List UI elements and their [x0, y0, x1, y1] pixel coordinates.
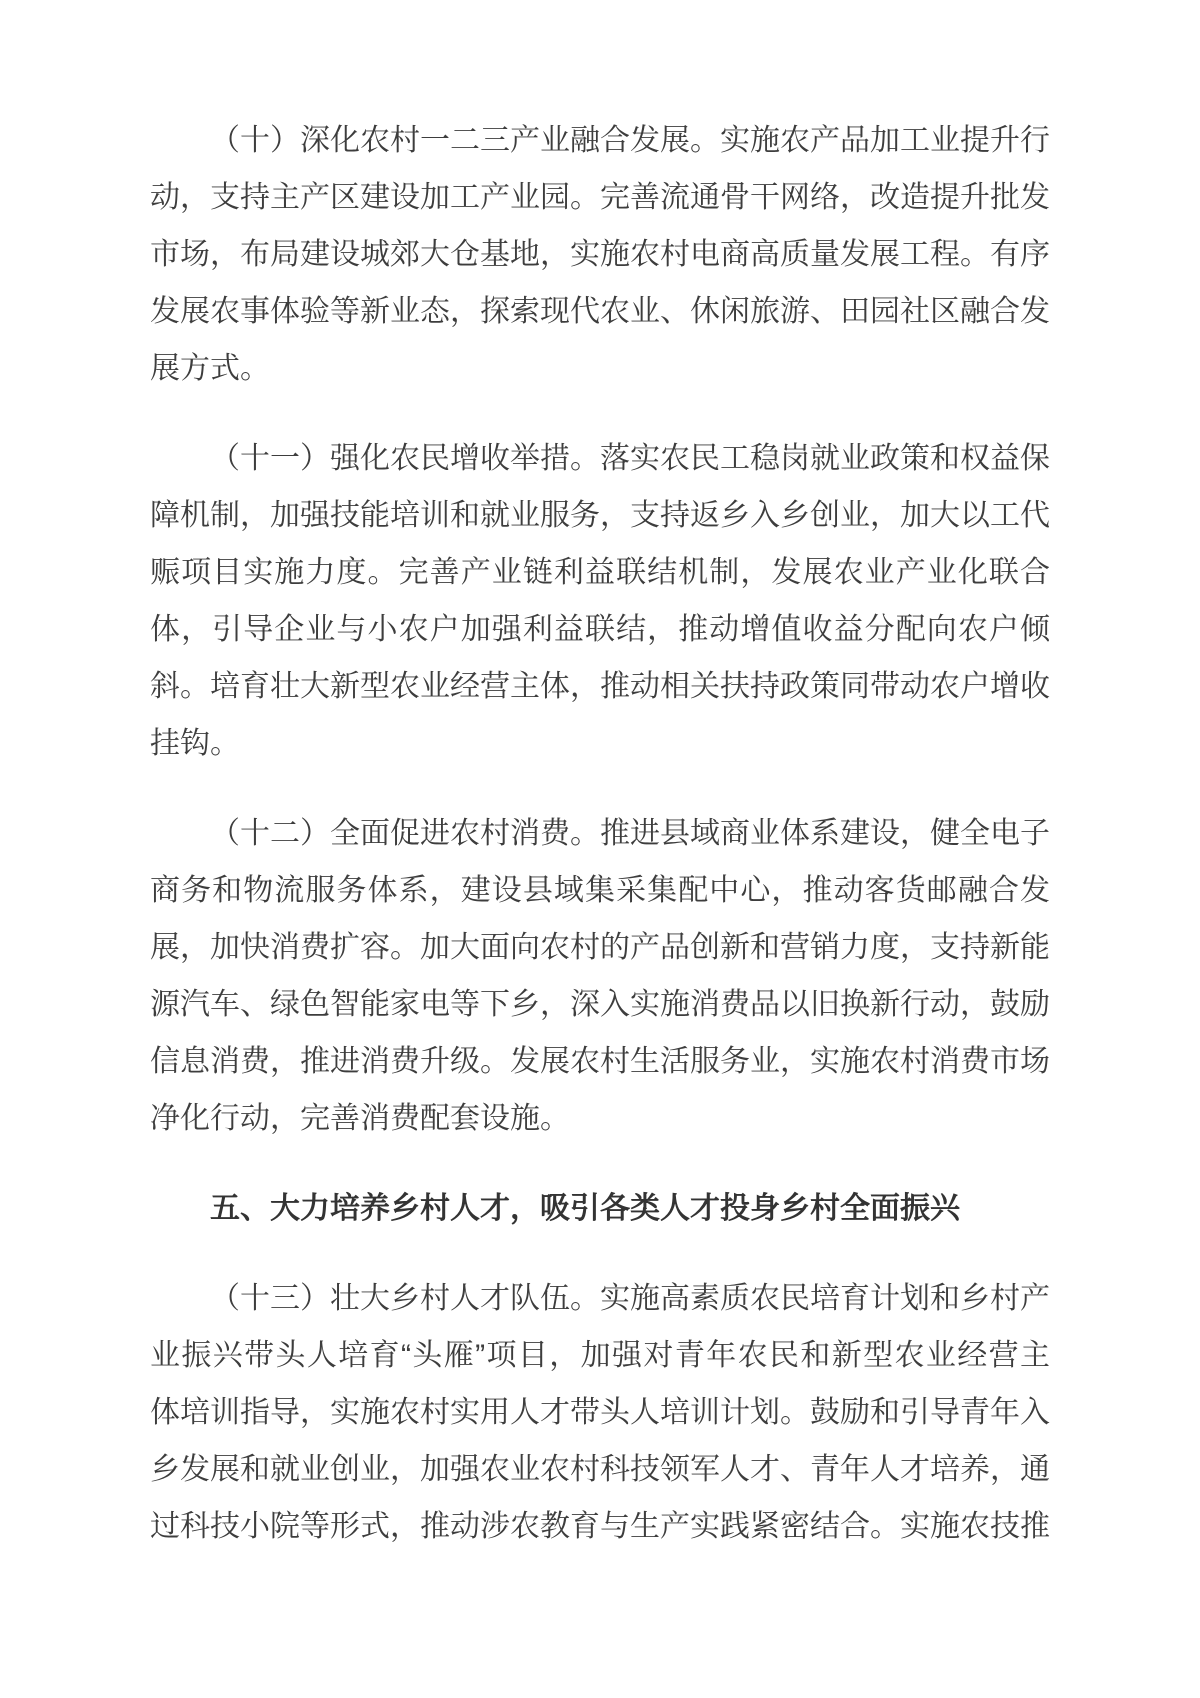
- text-line: 赈项目实施力度。完善产业链利益联结机制，发展农业产业化联合: [150, 556, 1050, 589]
- text-line: 斜。培育壮大新型农业经营主体，推动相关扶持政策同带动农户增收: [150, 670, 1050, 703]
- text-line: （十二）全面促进农村消费。推进县域商业体系建设，健全电子: [210, 817, 1050, 850]
- paragraph-item-12: [150, 805, 1050, 1147]
- text-line: 发展农事体验等新业态，探索现代农业、休闲旅游、田园社区融合发: [150, 295, 1050, 328]
- text-line: 展，加快消费扩容。加大面向农村的产品创新和营销力度，支持新能: [150, 931, 1050, 964]
- text-line: 体培训指导，实施农村实用人才带头人培训计划。鼓励和引导青年入: [150, 1396, 1050, 1429]
- text-line: 展方式。: [150, 352, 270, 385]
- text-line: 五、大力培养乡村人才，吸引各类人才投身乡村全面振兴: [210, 1192, 960, 1225]
- text-line: 业振兴带头人培育“头雁”项目，加强对青年农民和新型农业经营主: [150, 1339, 1050, 1372]
- text-line: 动，支持主产区建设加工产业园。完善流通骨干网络，改造提升批发: [150, 181, 1050, 214]
- text-line: （十一）强化农民增收举措。落实农民工稳岗就业政策和权益保: [210, 442, 1050, 475]
- text-line: 过科技小院等形式，推动涉农教育与生产实践紧密结合。实施农技推: [150, 1510, 1050, 1543]
- text-line: 净化行动，完善消费配套设施。: [150, 1102, 570, 1135]
- section-heading-5: [150, 1180, 1050, 1237]
- paragraph-item-11: [150, 430, 1050, 772]
- text-line: （十）深化农村一二三产业融合发展。实施农产品加工业提升行: [210, 124, 1050, 157]
- text-line: 挂钩。: [150, 727, 240, 760]
- text-line: 市场，布局建设城郊大仓基地，实施农村电商高质量发展工程。有序: [150, 238, 1050, 271]
- text-line: 障机制，加强技能培训和就业服务，支持返乡入乡创业，加大以工代: [150, 499, 1050, 532]
- paragraph-item-13: [150, 1270, 1050, 1555]
- text-line: （十三）壮大乡村人才队伍。实施高素质农民培育计划和乡村产: [210, 1282, 1050, 1315]
- text-line: 乡发展和就业创业，加强农业农村科技领军人才、青年人才培养，通: [150, 1453, 1050, 1486]
- text-line: 体，引导企业与小农户加强利益联结，推动增值收益分配向农户倾: [150, 613, 1050, 646]
- text-line: 信息消费，推进消费升级。发展农村生活服务业，实施农村消费市场: [150, 1045, 1050, 1078]
- text-line: 源汽车、绿色智能家电等下乡，深入实施消费品以旧换新行动，鼓励: [150, 988, 1050, 1021]
- paragraph-item-10: [150, 112, 1050, 397]
- text-line: 商务和物流服务体系，建设县域集采集配中心，推动客货邮融合发: [150, 874, 1050, 907]
